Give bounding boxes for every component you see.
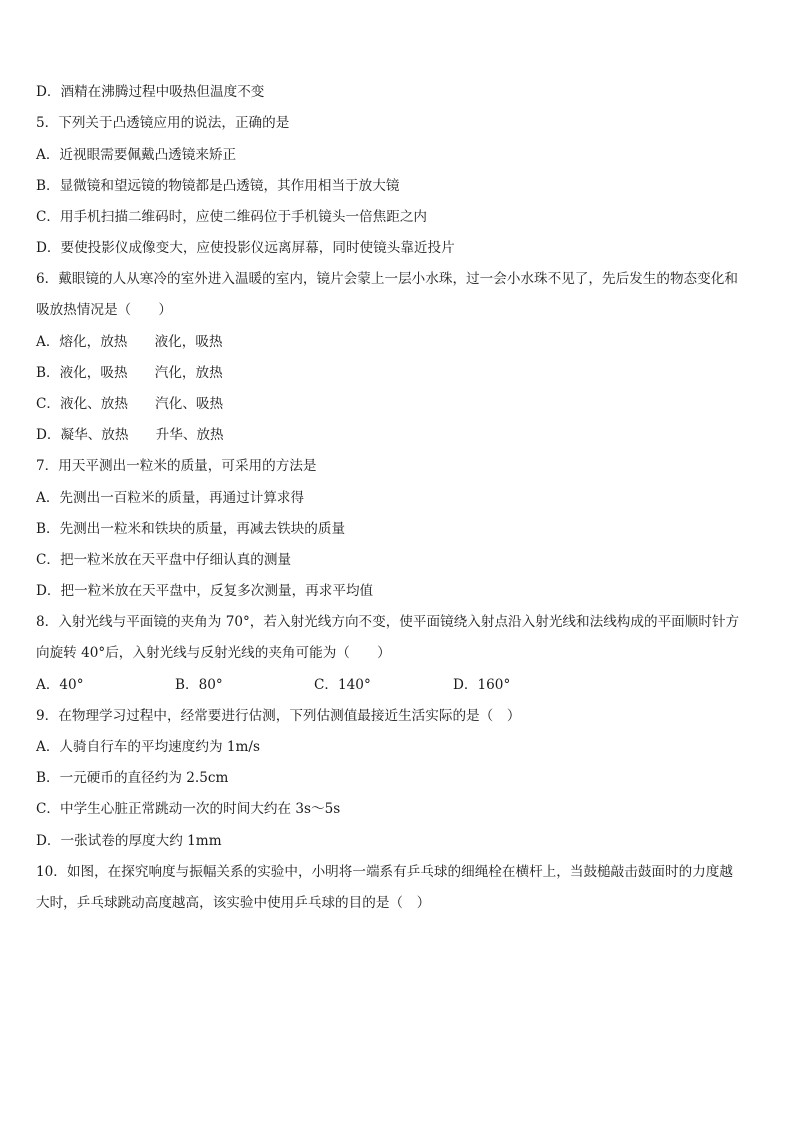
option-d-q6: D．凝华、放热 升华、放热 bbox=[36, 427, 224, 443]
option-b-q9: B．一元硬币的直径约为 2.5cm bbox=[36, 770, 229, 786]
question-10-line1: 10．如图，在探究响度与振幅关系的实验中，小明将一端系有乒乓球的细绳栓在横杆上，当鼓槌敲击鼓面时的力度越 bbox=[36, 864, 733, 880]
question-6-line2: 吸放热情况是（ ） bbox=[36, 302, 172, 318]
option-c-q6: C．液化、放热 汽化、吸热 bbox=[36, 396, 224, 412]
question-8-line1: 8．入射光线与平面镜的夹角为 70°，若入射光线方向不变，使平面镜绕入射点沿入射光线和法线构成的平面顺时针方 bbox=[36, 614, 740, 630]
option-a-q7: A．先测出一百粒米的质量，再通过计算求得 bbox=[36, 490, 305, 506]
option-b-q5: B．显微镜和望远镜的物镜都是凸透镜，其作用相当于放大镜 bbox=[36, 178, 400, 194]
option-a-q6: A．熔化，放热 液化，吸热 bbox=[36, 334, 223, 350]
option-d-q5: D．要使投影仪成像变大，应使投影仪远离屏幕，同时使镜头靠近投片 bbox=[36, 240, 455, 256]
option-c-q9: C．中学生心脏正常跳动一次的时间大约在 3s～5s bbox=[36, 801, 341, 817]
option-b-q7: B．先测出一粒米和铁块的质量，再减去铁块的质量 bbox=[36, 521, 346, 537]
option-c-q8: C．140° bbox=[314, 677, 371, 693]
option-d-q9: D．一张试卷的厚度大约 1mm bbox=[36, 833, 222, 849]
option-b-q8: B．80° bbox=[175, 677, 223, 693]
question-9: 9．在物理学习过程中，经常要进行估测，下列估测值最接近生活实际的是（ ） bbox=[36, 708, 521, 724]
question-5: 5．下列关于凸透镜应用的说法，正确的是 bbox=[36, 115, 290, 131]
option-c-q5: C．用手机扫描二维码时，应使二维码位于手机镜头一倍焦距之内 bbox=[36, 209, 428, 225]
option-a-q9: A．人骑自行车的平均速度约为 1m/s bbox=[36, 739, 260, 755]
option-d-q8: D．160° bbox=[453, 677, 511, 693]
option-b-q6: B．液化，吸热 汽化，放热 bbox=[36, 365, 223, 381]
question-10-line2: 大时，乒乓球跳动高度越高，该实验中使用乒乓球的目的是（ ） bbox=[36, 895, 431, 911]
option-a-q5: A．近视眼需要佩戴凸透镜来矫正 bbox=[36, 147, 237, 163]
option-d-q4: D．酒精在沸腾过程中吸热但温度不变 bbox=[36, 84, 265, 100]
option-a-q8: A．40° bbox=[36, 677, 84, 693]
question-7: 7．用天平测出一粒米的质量，可采用的方法是 bbox=[36, 458, 317, 474]
option-d-q7: D．把一粒米放在天平盘中，反复多次测量，再求平均值 bbox=[36, 583, 374, 599]
question-8-line2: 向旋转 40°后，入射光线与反射光线的夹角可能为（ ） bbox=[36, 645, 391, 661]
question-6-line1: 6．戴眼镜的人从寒冷的室外进入温暖的室内，镜片会蒙上一层小水珠，过一会小水珠不见了，先后发生的物态变化和 bbox=[36, 271, 738, 287]
option-c-q7: C．把一粒米放在天平盘中仔细认真的测量 bbox=[36, 552, 292, 568]
